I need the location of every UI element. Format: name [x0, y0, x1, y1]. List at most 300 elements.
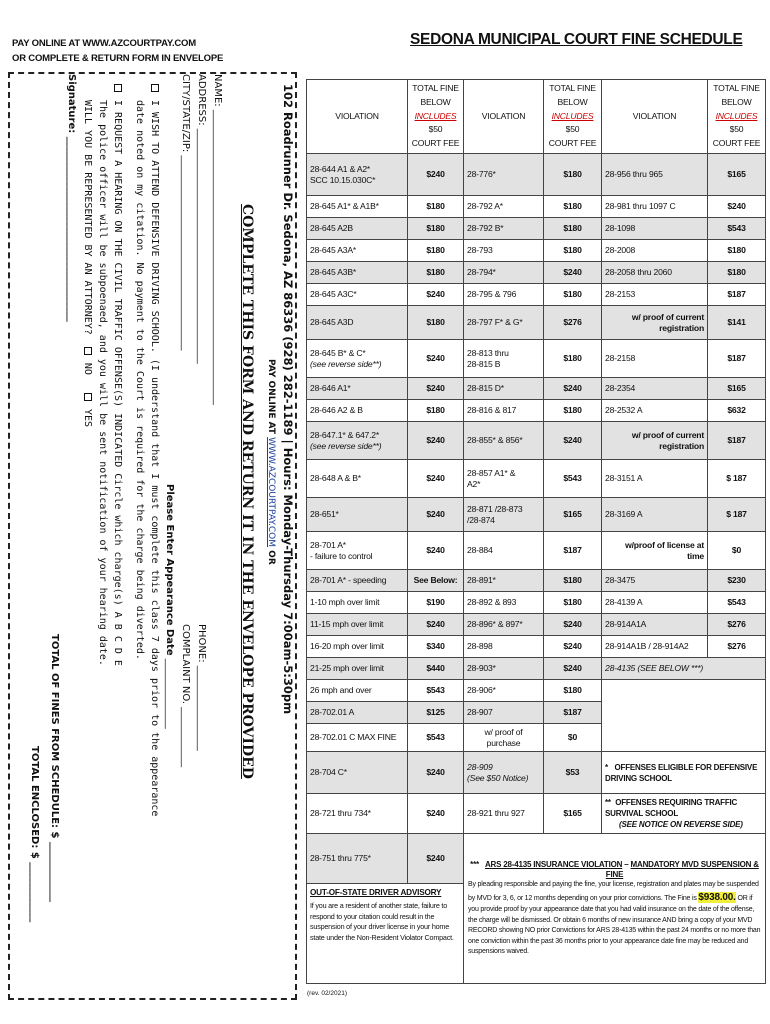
cell-line: $440: [426, 663, 445, 674]
cell-line: $543: [563, 473, 582, 484]
table-row: [307, 794, 766, 834]
violation-cell: [602, 378, 708, 400]
cell-line: 28-898: [467, 641, 493, 652]
table-row: [307, 498, 766, 532]
pay-online-link[interactable]: WWW.AZCOURTPAY.COM: [266, 437, 276, 548]
cell-line: 28-3475: [605, 575, 636, 586]
fine-cell: [708, 284, 766, 306]
cell-line: $543: [426, 685, 445, 696]
fine-cell: [544, 306, 602, 340]
fine-cell: [544, 794, 602, 834]
cell-line: 28-2354: [605, 383, 636, 394]
cell-line: $190: [426, 597, 445, 608]
cell-line: $187: [727, 435, 746, 446]
fine-cell: [408, 834, 464, 884]
fine-cell: [408, 570, 464, 592]
fine-cell: [708, 262, 766, 284]
cell-line: $240: [426, 353, 445, 364]
cell-line: 28-702.01 C MAX FINE: [310, 732, 397, 743]
violation-cell: [602, 658, 766, 680]
cell-line: 28-871 /28-873: [467, 503, 523, 514]
cell-line: $165: [727, 169, 746, 180]
cell-line: registration: [659, 440, 704, 451]
cell-line: 28-2008: [605, 245, 636, 256]
cell-line: 28-813 thru: [467, 347, 509, 358]
violation-cell: [307, 834, 408, 884]
cell-line: 26 mph and over: [310, 685, 372, 696]
cell-line: (see reverse side**): [310, 358, 382, 369]
address-label: ADDRESS: _______________________________________________: [196, 74, 207, 364]
violation-cell: [464, 636, 544, 658]
pay-online-text: PAY ONLINE AT WWW.AZCOURTPAY.COM: [12, 38, 196, 49]
violation-cell: [602, 262, 708, 284]
fine-cell: [544, 752, 602, 794]
table-row: [307, 834, 766, 884]
cell-line: 28-892 & 893: [467, 597, 517, 608]
table-row: [307, 752, 766, 794]
cell-line: $240: [563, 641, 582, 652]
cell-line: 28-646 A2 & B: [310, 405, 363, 416]
fine-cell: [544, 378, 602, 400]
cell-line: SCC 10.15.030C*: [310, 174, 376, 185]
violation-cell: [602, 422, 708, 460]
fine-cell: [544, 498, 602, 532]
cell-line: $632: [727, 405, 746, 416]
violation-cell: [602, 460, 708, 498]
violation-cell: [307, 570, 408, 592]
violation-cell: [464, 262, 544, 284]
fine-cell: [408, 724, 464, 752]
fine-cell: [544, 702, 602, 724]
fine-cell: [544, 658, 602, 680]
cell-line: w/ proof of: [484, 726, 523, 737]
cell-line: 28-909: [467, 761, 493, 772]
signature-label: Signature: _____________________________________: [66, 74, 77, 322]
fine-cell: [544, 218, 602, 240]
fine-cell: [408, 752, 464, 794]
cell-line: 28-815 B: [467, 358, 501, 369]
cell-line: $ 187: [726, 473, 747, 484]
cell-line: w/proof of license at: [625, 539, 704, 550]
return-form-text: OR COMPLETE & RETURN FORM IN ENVELOPE: [12, 53, 224, 64]
court-address: 102 Roadrunner Dr. Sedona, AZ 86336 (928) 282-1189 | Hours: Monday-Thursday 7:00am-5:30pm: [281, 84, 295, 715]
fine-cell: [544, 460, 602, 498]
fine-cell: [408, 680, 464, 702]
cell-line: $180: [563, 575, 582, 586]
cell-line: $165: [563, 509, 582, 520]
violation-cell: [602, 636, 708, 658]
cell-line: 28-4135 (SEE BELOW ***): [605, 663, 704, 674]
cell-line: $543: [426, 732, 445, 743]
fine-cell: [408, 284, 464, 306]
cell-line: $240: [426, 767, 445, 778]
cell-line: $240: [426, 853, 445, 864]
violation-cell: [307, 636, 408, 658]
table-row: [307, 284, 766, 306]
table-row: [307, 658, 766, 680]
fine-cell: [708, 400, 766, 422]
col-fine: TOTAL FINE BELOW INCLUDES $50 COURT FEE: [708, 80, 766, 154]
col-violation: VIOLATION: [602, 80, 708, 154]
cell-line: 16-20 mph over limit: [310, 641, 384, 652]
out-of-state-advisory: OUT-OF-STATE DRIVER ADVISORY If you are a resident of another state, failure to respond to your citation could result in the suspension of your driver license in your home state under the Non-Resident Violator Compact.: [307, 884, 464, 984]
cell-line: $180: [426, 405, 445, 416]
violation-cell: [464, 614, 544, 636]
cell-line: $240: [563, 435, 582, 446]
defensive-driving-checkbox[interactable]: [151, 84, 159, 92]
cell-line: 28-646 A1*: [310, 383, 351, 394]
cell-line: 28-645 A3D: [310, 317, 354, 328]
violation-cell: [307, 724, 408, 752]
cell-line: $180: [727, 267, 746, 278]
violation-cell: [307, 794, 408, 834]
no-checkbox[interactable]: [84, 347, 92, 355]
violation-cell: [307, 658, 408, 680]
cell-line: 28-792 B*: [467, 223, 504, 234]
total-enclosed-label: TOTAL ENCLOSED: $ ____________: [29, 746, 40, 923]
cell-line: 28-3169 A: [605, 509, 643, 520]
fine-cell: [544, 196, 602, 218]
cell-line: 28-648 A & B*: [310, 473, 361, 484]
violation-cell: [307, 154, 408, 196]
cell-line: 28-956 thru 965: [605, 169, 663, 180]
cell-line: 28-914A1A: [605, 619, 647, 630]
cell-line: $240: [563, 267, 582, 278]
violation-cell: [602, 614, 708, 636]
cell-line: $ 187: [726, 509, 747, 520]
cell-line: $180: [426, 245, 445, 256]
cell-line: $240: [426, 169, 445, 180]
cell-line: 28-645 A3A*: [310, 245, 357, 256]
table-row: [307, 306, 766, 340]
fine-cell: [408, 306, 464, 340]
table-row: [307, 218, 766, 240]
violation-cell: [602, 570, 708, 592]
fine-cell: [708, 378, 766, 400]
cell-line: 28-815 D*: [467, 383, 504, 394]
cell-line: 28-981 thru 1097 C: [605, 201, 676, 212]
violation-cell: [464, 570, 544, 592]
cell-line: $240: [426, 383, 445, 394]
violation-cell: [464, 306, 544, 340]
fine-cell: [708, 592, 766, 614]
cell-line: 28-2153: [605, 289, 636, 300]
cell-line: 1-10 mph over limit: [310, 597, 380, 608]
yes-checkbox[interactable]: [84, 393, 92, 401]
cell-line: $187: [563, 545, 582, 556]
fine-cell: [408, 498, 464, 532]
total-fines-label: TOTAL OF FINES FROM SCHEDULE: $ ____________: [49, 634, 60, 902]
violation-cell: [307, 422, 408, 460]
fine-cell: [708, 218, 766, 240]
cell-line: $125: [426, 707, 445, 718]
cell-line: 28-914A1B / 28-914A2: [605, 641, 689, 652]
cell-line: $141: [727, 317, 746, 328]
violation-cell: [464, 154, 544, 196]
cell-line: 28-645 A1* & A1B*: [310, 201, 379, 212]
fine-cell: [544, 614, 602, 636]
violation-cell: [307, 262, 408, 284]
cell-line: 28-1098: [605, 223, 636, 234]
note-eligible: * OFFENSES ELIGIBLE FOR DEFENSIVE DRIVING SCHOOL: [602, 752, 766, 794]
hearing-checkbox[interactable]: [114, 84, 122, 92]
city-label: CITY/STATE/ZIP: _______________________________________: [180, 74, 191, 351]
cell-line: 28-645 A3B*: [310, 267, 357, 278]
cell-line: $180: [563, 201, 582, 212]
violation-cell: [307, 306, 408, 340]
cell-line: 28-816 & 817: [467, 405, 517, 416]
fine-cell: [408, 262, 464, 284]
violation-cell: [464, 658, 544, 680]
cell-line: w/ proof of current: [631, 311, 704, 322]
hearing-note: The police officer will be subpoenaed, and you will be sent notification of your hearing date.: [97, 100, 108, 666]
cell-line: /28-874: [467, 514, 495, 525]
table-row: [307, 570, 766, 592]
violation-cell: [307, 196, 408, 218]
cell-line: $187: [727, 353, 746, 364]
violation-cell: [307, 340, 408, 378]
table-row: [307, 196, 766, 218]
fine-cell: [408, 636, 464, 658]
fine-cell: [544, 592, 602, 614]
violation-cell: [464, 592, 544, 614]
cell-line: 28-702.01 A: [310, 707, 355, 718]
cell-line: 28-701 A*: [310, 539, 346, 550]
violation-cell: [307, 614, 408, 636]
table-row: [307, 614, 766, 636]
table-row: [307, 378, 766, 400]
cell-line: 28-907: [467, 707, 493, 718]
fine-cell: [544, 724, 602, 752]
cell-line: $240: [426, 808, 445, 819]
table-row: [307, 240, 766, 262]
fine-cell: [544, 636, 602, 658]
violation-cell: [307, 680, 408, 702]
table-row: [307, 636, 766, 658]
fine-cell: [408, 532, 464, 570]
fine-cell: [708, 570, 766, 592]
cell-line: $53: [565, 767, 580, 778]
fine-cell: [544, 680, 602, 702]
cell-line: 28-645 A2B: [310, 223, 353, 234]
fine-cell: [544, 154, 602, 196]
cell-line: $240: [426, 545, 445, 556]
blank-cell: [602, 680, 766, 752]
note-traffic-survival: ** OFFENSES REQUIRING TRAFFIC SURVIVAL SCHOOL (SEE NOTICE ON REVERSE SIDE): [602, 794, 766, 834]
table-header-row: [307, 80, 766, 154]
table-row: [307, 154, 766, 196]
cell-line: $180: [563, 685, 582, 696]
name-label: NAME: ___________________________________________________________: [212, 74, 223, 405]
violation-cell: [602, 240, 708, 262]
fine-cell: [544, 422, 602, 460]
fine-cell: [408, 702, 464, 724]
phone-label: PHONE: _________________: [196, 624, 207, 751]
cell-line: 28-651*: [310, 509, 339, 520]
cell-line: 21-25 mph over limit: [310, 663, 384, 674]
cell-line: $543: [727, 597, 746, 608]
cell-line: 28-884: [467, 545, 493, 556]
cell-line: 28-906*: [467, 685, 496, 696]
cell-line: $240: [563, 619, 582, 630]
violation-cell: [602, 284, 708, 306]
cell-line: registration: [659, 322, 704, 333]
pay-online-line: PAY ONLINE AT WWW.AZCOURTPAY.COM OR: [266, 359, 276, 565]
violation-cell: [602, 400, 708, 422]
cell-line: $543: [727, 223, 746, 234]
cell-line: $340: [426, 641, 445, 652]
fine-cell: [544, 570, 602, 592]
cell-line: 28-701 A* - speeding: [310, 575, 387, 586]
cell-line: $276: [563, 317, 582, 328]
fine-cell: [708, 154, 766, 196]
violation-cell: [464, 498, 544, 532]
cell-line: $180: [727, 245, 746, 256]
fine-cell: [544, 262, 602, 284]
cell-line: $187: [563, 707, 582, 718]
col-fine: TOTAL FINE BELOW INCLUDES $50 COURT FEE: [408, 80, 464, 154]
cell-line: 28-751 thru 775*: [310, 853, 371, 864]
defensive-driving-note: date noted on my citation. No payment to the Court is required for the charge being diverted.: [134, 100, 145, 660]
violation-cell: [602, 154, 708, 196]
fine-cell: [708, 306, 766, 340]
violation-cell: [464, 724, 544, 752]
cell-line: $180: [563, 405, 582, 416]
cell-line: 28-903*: [467, 663, 496, 674]
cell-line: 28-4139 A: [605, 597, 643, 608]
cell-line: $180: [426, 317, 445, 328]
cell-line: 28-2058 thru 2060: [605, 267, 672, 278]
cell-line: $240: [563, 663, 582, 674]
fine-cell: [408, 614, 464, 636]
cell-line: 28-2532 A: [605, 405, 643, 416]
cell-line: 28-797 F* & G*: [467, 317, 523, 328]
cell-line: $240: [426, 619, 445, 630]
cell-line: 28-921 thru 927: [467, 808, 525, 819]
cell-line: See Below:: [413, 575, 458, 586]
revision-note: (rev. 02/2021): [307, 990, 347, 997]
cell-line: 28-896* & 897*: [467, 619, 523, 630]
table-row: [307, 262, 766, 284]
cell-line: 28-793: [467, 245, 493, 256]
cell-line: 28-721 thru 734*: [310, 808, 371, 819]
table-row: [307, 532, 766, 570]
fine-cell: [708, 240, 766, 262]
attorney-question: WILL YOU BE REPRESENTED BY AN ATTORNEY? NO YES: [82, 100, 93, 428]
table-row: [307, 680, 766, 702]
cell-line: $180: [563, 245, 582, 256]
violation-cell: [307, 460, 408, 498]
violation-cell: [307, 498, 408, 532]
fine-cell: [708, 340, 766, 378]
col-fine: TOTAL FINE BELOW INCLUDES $50 COURT FEE: [544, 80, 602, 154]
fine-cell: [544, 284, 602, 306]
violation-cell: [464, 240, 544, 262]
fine-cell: [408, 240, 464, 262]
cell-line: time: [687, 550, 704, 561]
complete-form-heading: COMPLETE THIS FORM AND RETURN IT IN THE ENVELOPE PROVIDED: [239, 204, 255, 779]
violation-cell: [307, 218, 408, 240]
fine-cell: [544, 340, 602, 378]
cell-line: $276: [727, 641, 746, 652]
fine-cell: [408, 340, 464, 378]
violation-cell: [307, 240, 408, 262]
fine-cell: [408, 460, 464, 498]
violation-cell: [602, 218, 708, 240]
cell-line: 11-15 mph over limit: [310, 619, 384, 630]
violation-cell: [464, 680, 544, 702]
table-row: [307, 340, 766, 378]
complaint-label: COMPLAINT NO. ____________: [180, 624, 191, 768]
cell-line: $240: [426, 473, 445, 484]
cell-line: 28-794*: [467, 267, 496, 278]
violation-cell: [464, 378, 544, 400]
cell-line: 28-857 A1* &: [467, 467, 516, 478]
appearance-date-label: Please Enter Appearance Date ______________: [164, 484, 175, 729]
violation-cell: [602, 340, 708, 378]
cell-line: 28-792 A*: [467, 201, 503, 212]
col-violation: VIOLATION: [307, 80, 408, 154]
cell-line: 28-891*: [467, 575, 496, 586]
violation-cell: [464, 460, 544, 498]
cell-line: w/ proof of current: [631, 429, 704, 440]
col-violation: VIOLATION: [464, 80, 544, 154]
cell-line: $180: [563, 289, 582, 300]
cell-line: $240: [426, 289, 445, 300]
violation-cell: [464, 752, 544, 794]
cell-line: 28-645 A3C*: [310, 289, 357, 300]
fine-cell: [408, 400, 464, 422]
cell-line: 28-645 B* & C*: [310, 347, 366, 358]
violation-cell: [464, 218, 544, 240]
fine-cell: [708, 422, 766, 460]
cell-line: - failure to control: [310, 550, 373, 561]
cell-line: 28-647.1* & 647.2*: [310, 429, 380, 440]
violation-cell: [307, 592, 408, 614]
cell-line: $180: [563, 353, 582, 364]
cell-line: $240: [426, 435, 445, 446]
violation-cell: [602, 196, 708, 218]
fine-cell: [408, 154, 464, 196]
cell-line: 28-3151 A: [605, 473, 643, 484]
violation-cell: [464, 794, 544, 834]
cell-line: 28-2158: [605, 353, 636, 364]
fine-cell: [544, 400, 602, 422]
cell-line: 28-855* & 856*: [467, 435, 523, 446]
cell-line: (See $50 Notice): [467, 772, 529, 783]
cell-line: (see reverse side**): [310, 440, 382, 451]
fine-cell: [408, 196, 464, 218]
table-body: [307, 154, 766, 984]
fine-cell: [408, 658, 464, 680]
defensive-driving-option[interactable]: I WISH TO ATTEND DEFENSIVE DRIVING SCHOOL. (I understand that I must complete this class 7 days prior to the appearance: [149, 84, 160, 816]
fine-cell: [708, 196, 766, 218]
header-left: [12, 36, 223, 66]
cell-line: $240: [426, 509, 445, 520]
hearing-option[interactable]: I REQUEST A HEARING ON THE CIVIL TRAFFIC OFFENSE(S) INDICATED Circle which charge(s) A B C D E: [112, 84, 123, 666]
violation-cell: [307, 752, 408, 794]
cell-line: $240: [727, 201, 746, 212]
violation-cell: [602, 532, 708, 570]
cell-line: $0: [567, 732, 578, 743]
table-row: [307, 400, 766, 422]
fine-cell: [408, 592, 464, 614]
cell-line: $180: [426, 223, 445, 234]
violation-cell: [307, 400, 408, 422]
fine-cell: [408, 422, 464, 460]
cell-line: $240: [563, 383, 582, 394]
violation-cell: [464, 284, 544, 306]
